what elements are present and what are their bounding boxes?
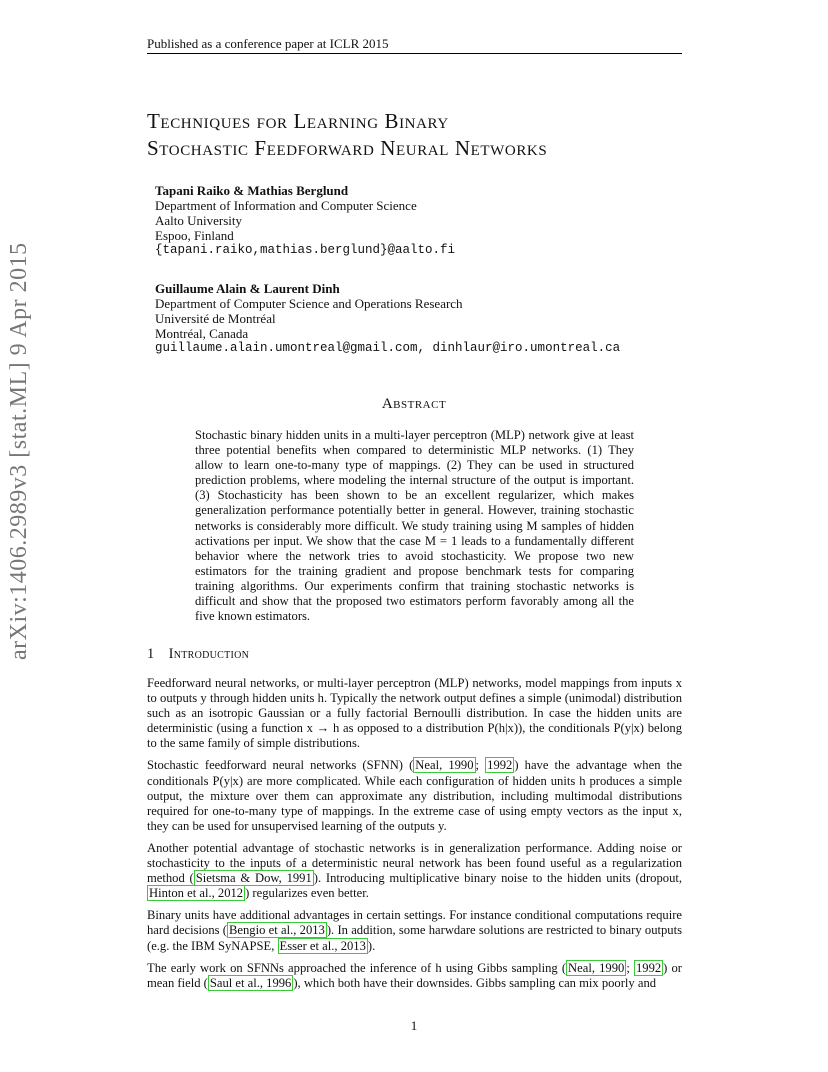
section-heading: [147, 646, 249, 663]
citation-link[interactable]: Hinton et al., 2012: [149, 886, 244, 901]
paper-title: [147, 108, 547, 162]
citation-link[interactable]: Neal, 1990: [415, 758, 474, 773]
paragraph-5: The early work on SFNNs approached the inference of h using Gibbs sampling ( Neal, 1990 ; 1992 ) or mean field ( Saul et al., 1996 ), which both have their downsides. Gibbs sampling can mix poorly and: [147, 960, 682, 990]
author-email[interactable]: guillaume.alain.umontreal@gmail.com, dinhlaur@iro.umontreal.ca: [155, 341, 621, 355]
citation-link[interactable]: 1992: [487, 758, 513, 773]
citation-link[interactable]: 1992: [635, 960, 662, 975]
paragraph-2: Stochastic feedforward neural networks (SFNN) ( Neal, 1990 ; 1992 ) have the advantage when the conditionals P(y|x) are more complicated. While each configuration of hidden units h produces a simple output, the mixture over them can approximate any distribution, including multimodal distributions required for one-to-many type of mappings. In the extreme case of using empty vectors as the input x, they can be used for unsupervised learning of the outputs y.: [147, 758, 682, 833]
page-number: 1: [410, 1018, 418, 1033]
section-body: [147, 676, 682, 998]
affiliation-line: Montréal, Canada: [155, 326, 249, 341]
affiliation-line: Espoo, Finland: [155, 228, 234, 243]
author-names: Guillaume Alain & Laurent Dinh: [155, 281, 340, 296]
section-title: Introduction: [168, 646, 250, 662]
affiliation-line: Department of Computer Science and Operations Research: [155, 296, 463, 311]
citation-link[interactable]: Sietsma & Dow, 1991: [195, 871, 312, 886]
paragraph-4: Binary units have additional advantages in certain settings. For instance conditional computations require hard decisions ( Bengio et al., 2013 ). In addition, some harwdare solutions are restricted to binary outputs (e.g. the IBM SyNAPSE, Esser et al., 2013 ).: [147, 908, 682, 953]
citation-link[interactable]: Neal, 1990: [568, 960, 625, 975]
author-names: Tapani Raiko & Mathias Berglund: [155, 183, 349, 198]
title-line-1: Techniques for Learning Binary: [147, 109, 449, 133]
affiliation-line: Department of Information and Computer Science: [155, 198, 417, 213]
affiliation-line: Aalto University: [155, 213, 243, 228]
citation-link[interactable]: Esser et al., 2013: [279, 938, 366, 953]
title-line-2: Stochastic Feedforward Neural Networks: [147, 136, 548, 160]
author-block-1: [155, 183, 455, 258]
arxiv-stamp: arXiv:1406.2989v3 [stat.ML] 9 Apr 2015: [6, 242, 32, 660]
author-block-2: [155, 281, 620, 356]
citation-link[interactable]: Saul et al., 1996: [209, 975, 292, 990]
section-number: 1: [147, 646, 155, 662]
author-email[interactable]: {tapani.raiko,mathias.berglund}@aalto.fi: [155, 243, 456, 257]
abstract-heading: Abstract: [381, 396, 447, 412]
affiliation-line: Université de Montréal: [155, 311, 276, 326]
citation-link[interactable]: Bengio et al., 2013: [228, 923, 325, 938]
running-header: Published as a conference paper at ICLR 2015: [147, 36, 389, 51]
abstract-text: Stochastic binary hidden units in a multi-layer perceptron (MLP) network give at least three potential benefits when compared to deterministic MLP networks. (1) They allow to learn one-to-many type of mappings. (2) They can be used in structured prediction problems, where modeling the internal structure of the output is important. (3) Stochasticity has been shown to be an excellent regularizer, which makes generalization performance potentially better in general. However, training stochastic networks is considerably more difficult. We study training using M samples of hidden activations per input. We show that the case M = 1 leads to a fundamentally different behavior where the network tries to avoid stochasticity. We propose two new estimators for the training gradient and propose benchmark tests for comparing training algorithms. Our experiments confirm that training stochastic networks is difficult and show that the proposed two estimators perform favorably among all the five known estimators.: [195, 428, 634, 624]
paragraph-3: Another potential advantage of stochastic networks is in generalization performance. Adding noise or stochasticity to the inputs of a deterministic neural network has been found useful as a regularization method ( Sietsma & Dow, 1991 ). Introducing multiplicative binary noise to the hidden units (dropout, Hinton et al., 2012 ) regularizes even better.: [147, 840, 683, 901]
header-rule: [147, 53, 682, 54]
paragraph-1: Feedforward neural networks, or multi-layer perceptron (MLP) networks, model mappings from inputs x to outputs y through hidden units h. Typically the network output defines a simple (unimodal) distribution such as an isotropic Gaussian or a fully factorial Bernoulli distribution. In case the hidden units are deterministic (using a function x → h as opposed to a distribution P(h|x)), the conditionals P(y|x) belong to the same family of simple distributions.: [147, 676, 682, 751]
